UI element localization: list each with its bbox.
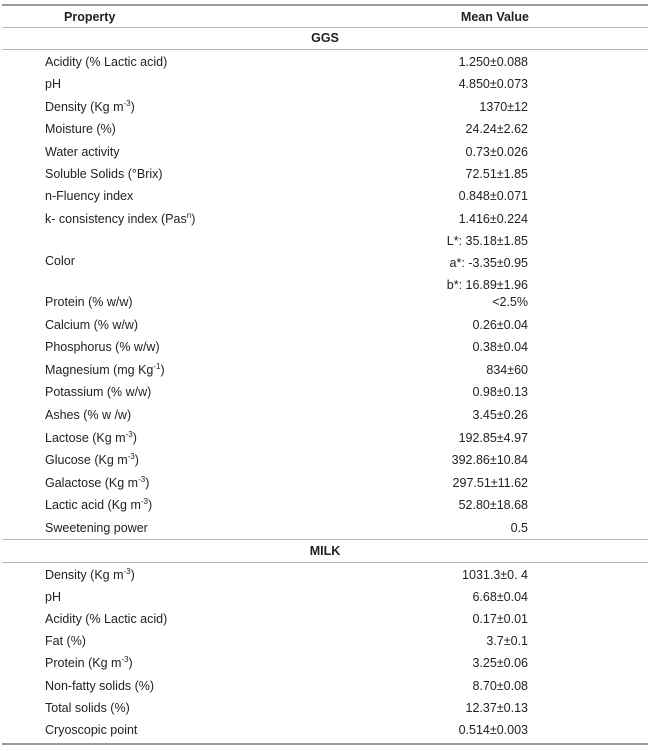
mean-value: 834±60 [486,362,528,377]
mean-value: 392.86±10.84 [451,453,528,468]
mean-value: 1.250±0.088 [458,55,528,69]
color-value-l: L*: 35.18±1.85 [446,234,528,248]
mean-value: 0.38±0.04 [472,340,528,355]
table-row [0,359,650,381]
mean-value: 0.514±0.003 [458,722,528,737]
table-row [0,675,650,697]
property-label: Phosphorus (% w/w) [45,340,160,355]
property-label: Soluble Solids (°Brix) [45,167,163,181]
table-row [0,73,650,95]
table-row [0,608,650,630]
bottom-rule [2,743,648,745]
property-label [45,476,149,490]
mean-value: 0.26±0.04 [472,317,528,332]
mean-value: 0.98±0.13 [472,385,528,400]
property-label: Potassium (% w/w) [45,385,152,400]
mean-value: 3.45±0.26 [472,408,528,422]
property-label: Total solids (%) [45,700,130,715]
mean-value: 12.37±0.13 [465,700,528,715]
table-row [0,291,650,313]
table-row [0,652,650,674]
table-row [0,449,650,471]
property-label: Fat (%) [45,634,86,649]
property-label: Protein (% w/w) [45,295,133,309]
property-label-close: ) [148,498,153,513]
property-label-text: Protein (Kg m [45,656,122,671]
color-value-a: a*: -3.35±0.95 [449,256,528,270]
unit-exponent: -3 [127,452,135,462]
color-values [447,230,528,296]
mean-value: 1370±12 [479,99,528,114]
property-label: Acidity (% Lactic acid) [45,612,168,627]
mean-value: <2.5% [492,295,528,309]
unit-exponent: -3 [123,98,131,108]
unit-exponent: -3 [121,655,129,665]
property-label [45,656,133,670]
ggs-section-rule [2,49,648,50]
property-label: Cryoscopic point [45,722,138,737]
property-label: Acidity (% Lactic acid) [45,55,168,69]
table-row [0,314,650,336]
mean-value: 0.17±0.01 [472,612,528,627]
section-title-milk-row [0,540,650,562]
unit-exponent: -3 [125,429,133,439]
table-row [0,517,650,539]
table-row [0,719,650,741]
table-row [0,141,650,163]
property-label-text: Magnesium (mg Kg [45,362,154,377]
table-header [0,6,650,28]
mean-value: 297.51±11.62 [452,475,528,490]
unit-exponent: -3 [123,567,131,576]
mean-value: 1.416±0.224 [458,211,528,226]
mean-value: 3.7±0.1 [486,634,528,649]
table-row [0,697,650,719]
property-label-text: k- consistency index (Pas [45,211,187,226]
property-label-close: ) [160,362,165,377]
table-row [0,51,650,73]
property-label-close: ) [128,656,133,671]
property-label-text: Lactic acid (Kg m [45,498,141,513]
mean-value: 72.51±1.85 [465,167,528,181]
property-label-close: ) [191,211,196,226]
mean-value: 192.85±4.97 [458,430,528,445]
property-label [45,453,139,467]
mean-value: 3.25±0.06 [472,656,528,671]
mean-value: 6.68±0.04 [472,590,528,605]
table-row [0,586,650,608]
mean-value: 1031.3±0. 4 [462,568,528,582]
mean-value: 0.848±0.071 [458,189,528,204]
property-label: Water activity [45,144,120,159]
unit-exponent: -3 [138,474,146,484]
property-label-close: ) [132,430,137,445]
property-label [45,212,195,226]
table-row [0,381,650,403]
milk-section-rule [2,562,648,563]
table-row [0,185,650,207]
property-label-close: ) [134,453,139,468]
property-label: n-Fluency index [45,189,134,204]
table-row [0,630,650,652]
mean-value: 4.850±0.073 [458,77,528,92]
property-label-color: Color [45,254,75,268]
table-row [0,118,650,140]
property-label: pH [45,590,61,605]
table-row [0,208,650,230]
mean-value: 24.24±2.62 [465,122,528,137]
table-row [0,404,650,426]
mean-value: 52.80±18.68 [458,498,528,513]
table-row [0,564,650,586]
property-label: Sweetening power [45,521,148,535]
property-label-text: Density (Kg m [45,99,124,114]
mean-value: 8.70±0.08 [472,678,528,693]
property-label-close: ) [130,99,135,114]
property-label-text: Density (Kg m [45,568,124,582]
property-label-text: Lactose (Kg m [45,430,126,445]
table-row [0,336,650,358]
property-label [45,568,135,582]
property-label [45,498,152,512]
header-property: Property [64,10,116,24]
unit-exponent: n [186,210,192,220]
property-label [45,100,135,114]
property-label-text: Glucose (Kg m [45,453,128,468]
property-label: pH [45,77,61,92]
property-label-close: ) [130,568,135,582]
property-label-text: Galactose (Kg m [45,475,139,490]
property-label: Calcium (% w/w) [45,317,139,332]
mean-value: 0.5 [510,521,528,535]
table-row [0,494,650,516]
unit-exponent: -1 [153,361,161,371]
property-label: Moisture (%) [45,122,116,137]
section-title-ggs-row [0,27,650,49]
property-label [45,431,137,445]
header-mean-value: Mean Value [460,10,529,24]
table-row [0,427,650,449]
mean-value: 0.73±0.026 [465,144,528,159]
property-label: Non-fatty solids (%) [45,678,155,693]
property-label: Ashes (% w /w) [45,408,132,422]
unit-exponent: -3 [140,497,148,507]
section-title-ggs: GGS [311,31,339,45]
section-title-milk: MILK [309,544,341,558]
table-row [0,163,650,185]
table-row [0,96,650,118]
color-value-b: b*: 16.89±1.96 [446,278,528,292]
property-label [45,363,165,377]
table-row [0,472,650,494]
property-label-close: ) [145,475,150,490]
